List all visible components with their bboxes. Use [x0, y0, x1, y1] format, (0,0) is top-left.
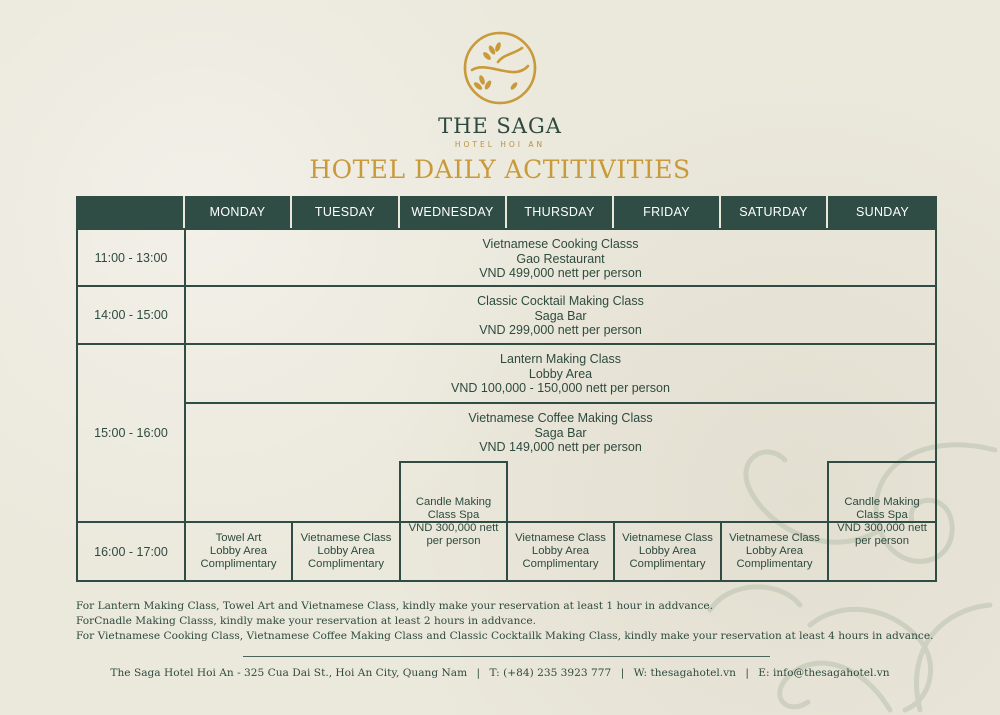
vietnamese-class-name: Vietnamese Class — [515, 532, 606, 544]
reservation-notes — [76, 599, 934, 643]
footer-separator: | — [745, 667, 749, 679]
footer-contact — [0, 667, 1000, 679]
cocktail-class-name: Classic Cocktail Making Class — [477, 294, 644, 308]
vietnamese-class-place: Lobby Area — [638, 545, 697, 557]
vietnamese-class-name: Vietnamese Class — [300, 532, 392, 544]
saturday-vietnamese-class-cell — [720, 521, 829, 582]
candle-line-4: per person — [854, 534, 909, 547]
footer-separator: | — [476, 667, 481, 679]
candle-line-2: Class Spa — [856, 508, 908, 521]
time-slot-1: 11:00 - 13:00 — [76, 228, 186, 287]
vietnamese-class-price: Complimentary — [629, 558, 706, 570]
vietnamese-class-name: Vietnamese Class — [622, 532, 713, 544]
coffee-class-name: Vietnamese Coffee Making Class — [468, 411, 653, 425]
friday-vietnamese-class-cell — [613, 521, 722, 582]
footer-website-link[interactable]: W: thesagahotel.vn — [633, 667, 736, 679]
vietnamese-class-place: Lobby Area — [745, 545, 804, 557]
note-line-1: For Lantern Making Class, Towel Art and Vietnamese Class, kindly make your reservation at least 1 hour in addvance. — [76, 600, 714, 612]
wednesday-candle-making-cell — [399, 461, 508, 582]
footer-separator: | — [620, 667, 625, 679]
vietnamese-class-price: Complimentary — [736, 558, 813, 570]
towel-art-name: Towel Art — [215, 532, 262, 544]
activities-schedule-table — [76, 196, 937, 582]
tuesday-vietnamese-class-cell — [291, 521, 401, 582]
header-day-friday: FRIDAY — [614, 196, 721, 228]
vietnamese-class-place: Lobby Area — [531, 545, 590, 557]
time-slot-4: 16:00 - 17:00 — [76, 521, 186, 582]
coffee-class-place: Saga Bar — [534, 425, 587, 440]
header-day-saturday: SATURDAY — [721, 196, 828, 228]
sunday-candle-making-cell — [827, 461, 937, 582]
header-day-monday: MONDAY — [185, 196, 292, 228]
time-slot-2: 14:00 - 15:00 — [76, 285, 186, 345]
cocktail-class-price: VND 299,000 nett per person — [479, 323, 642, 337]
lantern-class-price: VND 100,000 - 150,000 nett per person — [451, 381, 670, 395]
cooking-class-name: Vietnamese Cooking Classs — [482, 237, 639, 251]
vietnamese-class-place: Lobby Area — [317, 545, 375, 557]
header-day-thursday: THURSDAY — [507, 196, 614, 228]
lantern-class-place: Lobby Area — [528, 366, 593, 381]
vietnamese-class-price: Complimentary — [522, 558, 599, 570]
monday-towel-art-cell — [184, 521, 293, 582]
thursday-vietnamese-class-cell — [506, 521, 615, 582]
page-title: HOTEL DAILY ACTITIVITIES — [309, 155, 691, 184]
candle-line-2: Class Spa — [427, 508, 480, 521]
wheat-circle-logo-icon — [462, 30, 538, 106]
footer-divider — [243, 656, 770, 657]
time-slot-3: 15:00 - 16:00 — [76, 343, 186, 523]
cocktail-class-place: Saga Bar — [534, 308, 587, 323]
towel-art-place: Lobby Area — [209, 545, 268, 557]
candle-line-1: Candle Making — [844, 495, 920, 508]
footer-email-link[interactable]: E: info@thesagahotel.vn — [758, 667, 890, 679]
cocktail-class-cell — [184, 285, 937, 345]
cooking-class-place: Gao Restaurant — [516, 251, 605, 266]
header-day-tuesday: TUESDAY — [292, 196, 400, 228]
towel-art-price: Complimentary — [200, 558, 277, 570]
footer-address: The Saga Hotel Hoi An - 325 Cua Dai St., Hoi An City, Quang Nam — [110, 667, 468, 679]
brand-subtitle: HOTEL HOI AN — [454, 140, 546, 149]
lantern-class-cell — [184, 343, 937, 404]
note-line-3: For Vietnamese Cooking Class, Vietnamese Coffee Making Class and Classic Cocktailk Making Class, kindly make your reservation at least 4 hours in advance. — [76, 629, 934, 642]
footer-phone: T: (+84) 235 3923 777 — [489, 667, 612, 679]
coffee-class-cell — [184, 402, 937, 523]
brand-name: THE SAGA — [438, 114, 562, 138]
cooking-class-price: VND 499,000 nett per person — [479, 266, 642, 280]
header-day-sunday: SUNDAY — [828, 196, 937, 228]
vietnamese-class-name: Vietnamese Class — [729, 532, 820, 544]
vietnamese-class-price: Complimentary — [308, 558, 384, 570]
coffee-class-price: VND 149,000 nett per person — [479, 440, 642, 454]
header-day-wednesday: WEDNESDAY — [400, 196, 507, 228]
lantern-class-name: Lantern Making Class — [500, 352, 621, 366]
candle-line-3: VND 300,000 nett — [408, 521, 499, 534]
cooking-class-cell — [184, 228, 937, 287]
header-corner — [76, 196, 185, 228]
note-line-2: ForCnadle Making Classs, kindly make your reservation at least 2 hours in addvance. — [76, 614, 536, 627]
candle-line-3: VND 300,000 nett — [837, 521, 927, 534]
candle-line-1: Candle Making — [415, 495, 492, 508]
candle-line-4: per person — [426, 534, 481, 547]
